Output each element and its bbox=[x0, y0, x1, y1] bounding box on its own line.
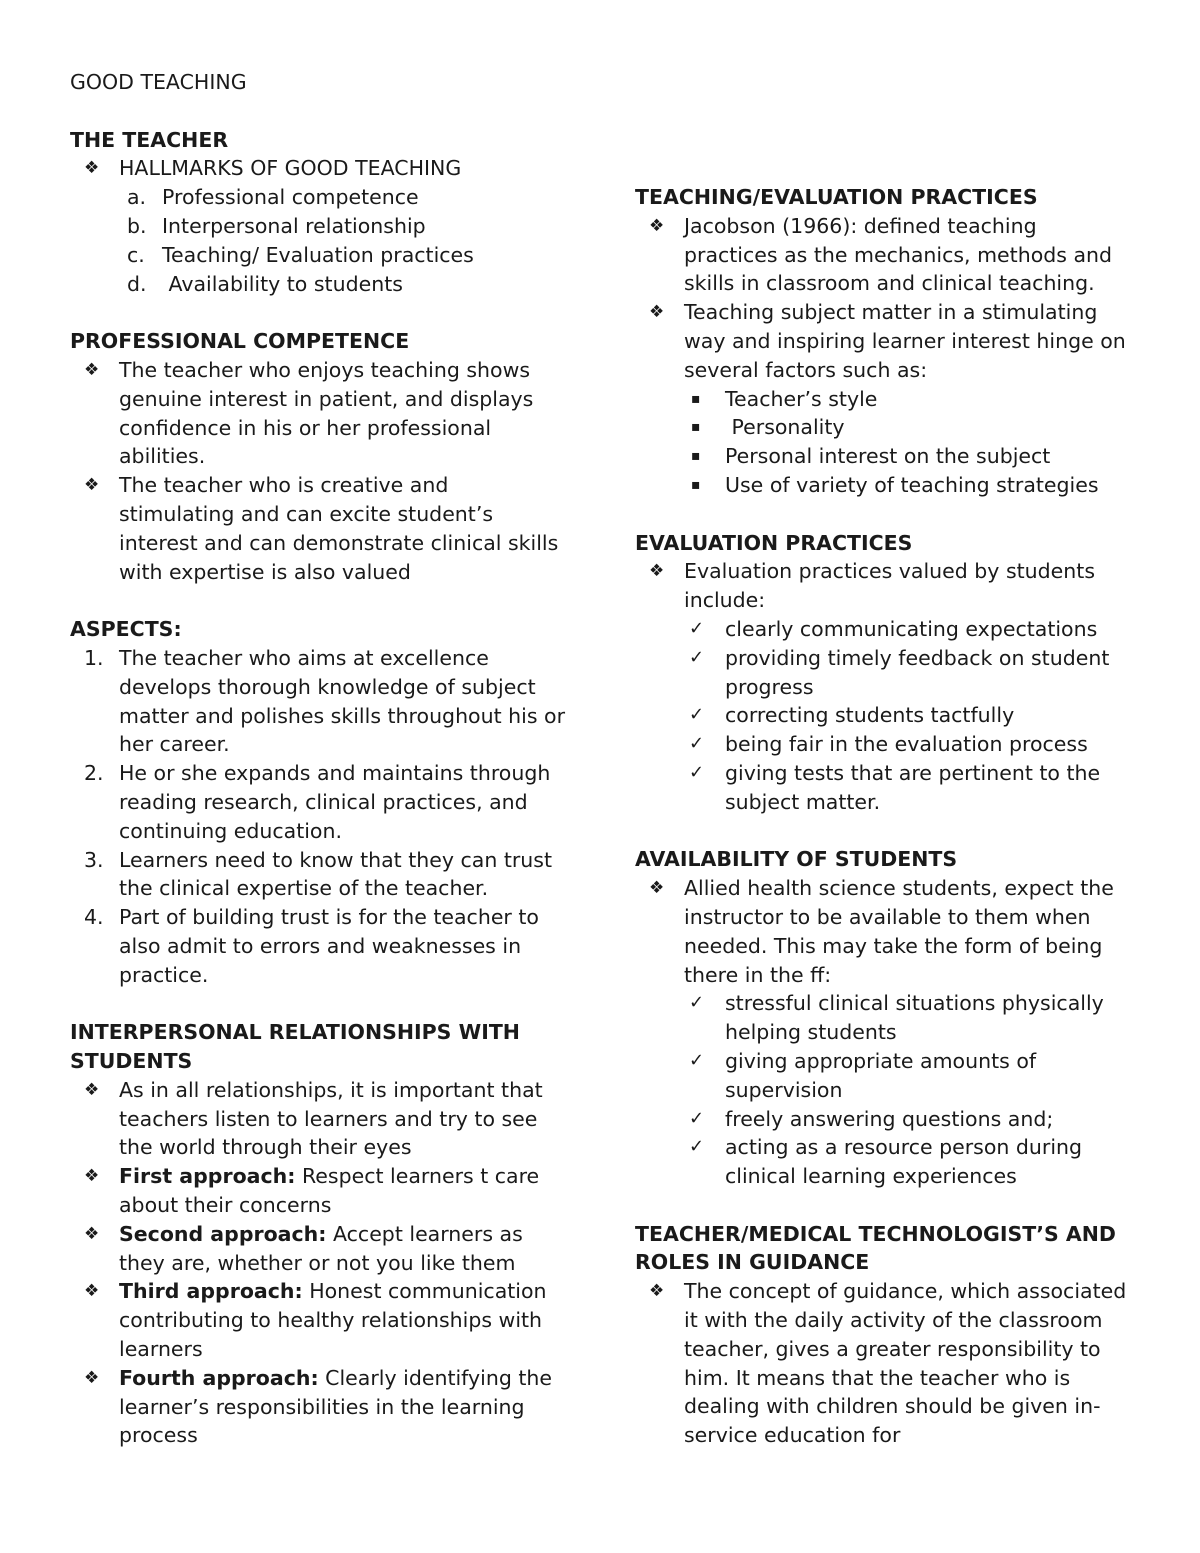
factors-list bbox=[635, 385, 1135, 500]
list-item: ❖ HALLMARKS OF GOOD TEACHING bbox=[70, 154, 570, 183]
check-icon: ✓ bbox=[689, 704, 705, 726]
guidance-heading: TEACHER/MEDICAL TECHNOLOGIST’S AND ROLES IN GUIDANCE bbox=[635, 1221, 1116, 1275]
check-icon: ✓ bbox=[689, 733, 705, 755]
check-icon: ✓ bbox=[689, 1049, 705, 1071]
list-item: ✓ being fair in the evaluation process bbox=[635, 730, 1135, 759]
availability-heading: AVAILABILITY OF STUDENTS bbox=[635, 847, 958, 872]
list-item: ✓ stressful clinical situations physically helping students bbox=[689, 991, 1104, 1045]
hallmarks-list bbox=[70, 154, 570, 183]
list-item: b. Interpersonal relationship bbox=[127, 213, 426, 238]
list-item: c. Teaching/ Evaluation practices bbox=[127, 242, 474, 267]
list-item: ❖ Allied health science students, expect the instructor to be available to them when needed. This may take the form of being there in the ff: bbox=[649, 876, 1114, 987]
list-item: ✓ providing timely feedback on student progress bbox=[689, 645, 1110, 699]
guidance-list bbox=[635, 1277, 1135, 1450]
evaluation-practices-heading: EVALUATION PRACTICES bbox=[635, 530, 913, 555]
professional-competence-heading: PROFESSIONAL COMPETENCE bbox=[70, 329, 410, 354]
list-item: ▪ Personal interest on the subject bbox=[635, 442, 1135, 471]
list-item: 3. Learners need to know that they can trust the clinical expertise of the teacher. bbox=[84, 847, 553, 901]
list-item: ✓ freely answering questions and; bbox=[635, 1105, 1135, 1134]
the-teacher-heading: THE TEACHER bbox=[70, 127, 229, 152]
diamond-bullet-icon: ❖ bbox=[649, 878, 665, 899]
list-item: ❖ Evaluation practices valued by students include: bbox=[649, 559, 1096, 613]
list-item: ▪ Teacher’s style bbox=[635, 385, 1135, 414]
list-item: 1. The teacher who aims at excellence develops thorough knowledge of subject matter and polishes skills throughout his or her career. bbox=[84, 645, 566, 757]
diamond-bullet-icon: ❖ bbox=[649, 215, 665, 236]
check-icon: ✓ bbox=[689, 1136, 705, 1158]
professional-list bbox=[70, 356, 570, 586]
square-bullet-icon: ▪ bbox=[691, 448, 701, 465]
list-item: ❖ The teacher who is creative and stimulating and can excite student’s interest and can demonstrate clinical skills with expertise is also valued bbox=[84, 473, 559, 584]
list-item: ❖ Third approach: Honest communication contributing to healthy relationships with learners bbox=[84, 1279, 547, 1362]
availability-checklist bbox=[635, 989, 1135, 1191]
list-item: ❖ Second approach: Accept learners as they are, whether or not you like them bbox=[84, 1221, 523, 1275]
diamond-bullet-icon: ❖ bbox=[84, 1367, 100, 1388]
list-item: 2. He or she expands and maintains through reading research, clinical practices, and continuing education. bbox=[84, 761, 551, 843]
square-bullet-icon: ▪ bbox=[691, 390, 701, 407]
diamond-bullet-icon: ❖ bbox=[649, 302, 665, 323]
diamond-bullet-icon: ❖ bbox=[649, 561, 665, 582]
evaluation-checklist bbox=[635, 615, 1135, 817]
diamond-bullet-icon: ❖ bbox=[84, 1223, 100, 1244]
list-item: ❖ Teaching subject matter in a stimulating way and inspiring learner interest hinge on several factors such as: bbox=[649, 300, 1126, 382]
list-item: ❖ Fourth approach: Clearly identifying the learner’s responsibilities in the learning process bbox=[84, 1365, 553, 1448]
list-item: ❖ Jacobson (1966): defined teaching practices as the mechanics, methods and skills in classroom and clinical teaching. bbox=[649, 213, 1113, 296]
document-title: GOOD TEACHING bbox=[70, 70, 247, 94]
diamond-bullet-icon: ❖ bbox=[84, 1166, 100, 1187]
check-icon: ✓ bbox=[689, 1107, 705, 1129]
diamond-bullet-icon: ❖ bbox=[84, 475, 100, 496]
check-icon: ✓ bbox=[689, 646, 705, 668]
teaching-evaluation-list bbox=[635, 212, 1135, 385]
diamond-bullet-icon: ❖ bbox=[649, 1281, 665, 1302]
left-column bbox=[70, 68, 570, 1450]
aspects-heading: ASPECTS: bbox=[70, 617, 182, 642]
list-item: 4. Part of building trust is for the teacher to also admit to errors and weaknesses in practice. bbox=[84, 905, 539, 987]
square-bullet-icon: ▪ bbox=[691, 476, 701, 493]
list-item: a. Professional competence bbox=[127, 185, 419, 210]
list-item: ❖ As in all relationships, it is important that teachers listen to learners and try to see the world through their eyes bbox=[84, 1077, 543, 1160]
list-item: ✓ acting as a resource person during clinical learning experiences bbox=[689, 1135, 1083, 1189]
check-icon: ✓ bbox=[689, 761, 705, 783]
square-bullet-icon: ▪ bbox=[691, 419, 701, 436]
diamond-bullet-icon: ❖ bbox=[84, 158, 100, 179]
aspects-list bbox=[70, 644, 570, 990]
evaluation-list bbox=[635, 557, 1135, 615]
diamond-bullet-icon: ❖ bbox=[84, 1281, 100, 1302]
list-item: ❖ The teacher who enjoys teaching shows genuine interest in patient, and displays confidence in his or her professional abilities. bbox=[84, 357, 534, 469]
interpersonal-list bbox=[70, 1076, 570, 1450]
list-item: ▪ Personality bbox=[635, 413, 1135, 442]
diamond-bullet-icon: ❖ bbox=[84, 1079, 100, 1100]
list-item: ❖ First approach: Respect learners t care about their concerns bbox=[84, 1164, 540, 1218]
diamond-bullet-icon: ❖ bbox=[84, 359, 100, 380]
right-column bbox=[635, 68, 1135, 1450]
list-item: ❖ The concept of guidance, which associated it with the daily activity of the classroom teacher, gives a greater responsibility to him. It means that the teacher who is dealing with children should be given in-service education for bbox=[649, 1279, 1127, 1448]
interpersonal-heading: INTERPERSONAL RELATIONSHIPS WITH STUDENTS bbox=[70, 1020, 520, 1074]
list-item: d. Availability to students bbox=[127, 271, 403, 296]
list-item: ✓ giving tests that are pertinent to the subject matter. bbox=[689, 760, 1101, 814]
list-item: ✓ giving appropriate amounts of supervision bbox=[689, 1048, 1037, 1102]
list-item: ✓ clearly communicating expectations bbox=[635, 615, 1135, 644]
check-icon: ✓ bbox=[689, 617, 705, 639]
list-item: ✓ correcting students tactfully bbox=[635, 701, 1135, 730]
check-icon: ✓ bbox=[689, 992, 705, 1014]
teaching-evaluation-heading: TEACHING/EVALUATION PRACTICES bbox=[635, 185, 1038, 209]
availability-list bbox=[635, 874, 1135, 989]
list-item: ▪ Use of variety of teaching strategies bbox=[635, 471, 1135, 500]
hallmarks-sublist bbox=[70, 183, 570, 298]
